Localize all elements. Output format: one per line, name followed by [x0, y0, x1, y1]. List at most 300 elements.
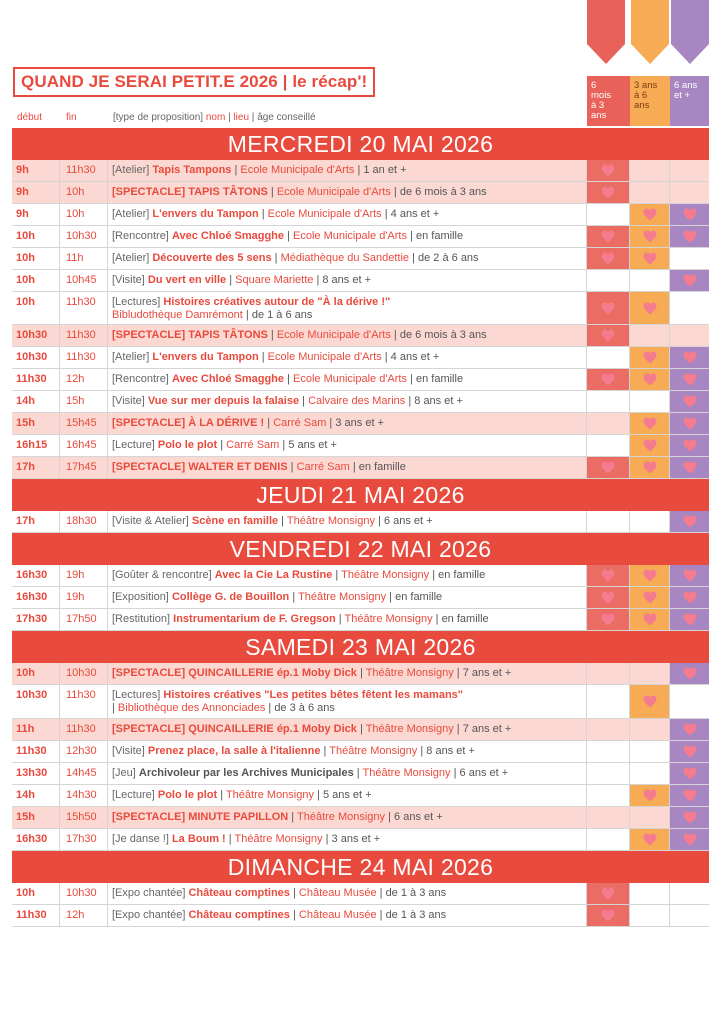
- event-name: Polo le plot: [157, 789, 218, 801]
- event-end: 15h45: [60, 413, 108, 434]
- event-description: [Rencontre] Avec Chloé Smagghe | Ecole Municipale d'Arts | en famille: [108, 369, 587, 390]
- age-cell: [587, 391, 630, 412]
- ribbon-red: [587, 0, 625, 64]
- event-description: [Atelier] Découverte des 5 sens | Médiathèque du Sandettie | de 2 à 6 ans: [108, 248, 587, 269]
- age-cell: [630, 905, 670, 926]
- event-start: 10h: [12, 226, 60, 247]
- heart-icon: [683, 811, 697, 824]
- event-row[interactable]: [12, 511, 709, 533]
- event-description: [Lectures] Histoires créatives "Les petites bêtes fêtent les mamans" | Bibliothèque des Annonciades | de 3 à 6 ans: [108, 685, 587, 718]
- age-cell: [587, 609, 630, 630]
- event-description: [Lecture] Polo le plot | Théâtre Monsigny | 5 ans et +: [108, 785, 587, 806]
- heart-icon: [683, 395, 697, 408]
- age-col-3-6: [630, 76, 670, 126]
- legend-sep-2: |: [249, 112, 258, 123]
- event-end: 17h45: [60, 457, 108, 478]
- event-age: 8 ans et +: [414, 395, 463, 407]
- event-row[interactable]: [12, 347, 709, 369]
- event-name: Vue sur mer depuis la falaise: [147, 395, 300, 407]
- age-cell: [670, 685, 709, 718]
- event-start: 14h: [12, 391, 60, 412]
- event-row[interactable]: [12, 391, 709, 413]
- event-description: [Atelier] L'envers du Tampon | Ecole Municipale d'Arts | 4 ans et +: [108, 347, 587, 368]
- event-age: 6 ans et +: [394, 811, 443, 823]
- header-debut: début: [17, 112, 43, 123]
- age-cell: [587, 413, 630, 434]
- age-cell: [630, 785, 670, 806]
- event-start: 11h: [12, 719, 60, 740]
- event-place: Théâtre Monsigny: [234, 833, 323, 845]
- event-end: 15h: [60, 391, 108, 412]
- event-type: [Atelier]: [112, 252, 150, 264]
- age-col-6plus: [670, 76, 709, 126]
- age-cell: [587, 435, 630, 456]
- event-place: Théâtre Monsigny: [329, 745, 418, 757]
- event-age: 8 ans et +: [322, 274, 371, 286]
- age-cell: [670, 182, 709, 203]
- event-end: 10h: [60, 182, 108, 203]
- event-start: 10h: [12, 270, 60, 291]
- event-age: en famille: [395, 591, 443, 603]
- event-description: [Restitution] Instrumentarium de F. Gregson | Théâtre Monsigny | en famille: [108, 609, 587, 630]
- event-age: en famille: [415, 230, 464, 242]
- age-cell: [630, 457, 670, 478]
- age-cell: [587, 325, 630, 346]
- event-name: Polo le plot: [157, 439, 218, 451]
- event-row[interactable]: [12, 609, 709, 631]
- event-start: 17h: [12, 511, 60, 532]
- age-cell: [630, 511, 670, 532]
- event-type: [Visite & Atelier]: [112, 515, 189, 527]
- event-type: [Expo chantée]: [112, 887, 186, 899]
- event-end: 17h50: [60, 609, 108, 630]
- event-description: [Goûter & rencontre] Avec la Cie La Rustine | Théâtre Monsigny | en famille: [108, 565, 587, 586]
- event-name: Histoires créatives autour de "À la dérive !": [163, 296, 391, 308]
- age-cell: [587, 829, 630, 850]
- event-place: Ecole Municipale d'Arts: [267, 208, 382, 220]
- event-name: À LA DÉRIVE !: [188, 417, 265, 429]
- event-description: [Visite & Atelier] Scène en famille | Théâtre Monsigny | 6 ans et +: [108, 511, 587, 532]
- event-place: Carré Sam: [296, 461, 350, 473]
- event-row[interactable]: [12, 763, 709, 785]
- event-type: [Visite]: [112, 274, 145, 286]
- event-name: Découverte des 5 sens: [152, 252, 272, 264]
- heart-icon: [643, 439, 657, 452]
- heart-icon: [643, 569, 657, 582]
- day-banner: SAMEDI 23 MAI 2026: [12, 631, 709, 663]
- event-type: [Atelier]: [112, 351, 150, 363]
- event-place: Ecole Municipale d'Arts: [293, 230, 407, 242]
- event-type: [Lectures]: [112, 296, 161, 308]
- age-cell: [630, 763, 670, 784]
- event-type: [Rencontre]: [112, 230, 169, 242]
- event-name: Avec la Cie La Rustine: [214, 569, 333, 581]
- event-end: 11h30: [60, 292, 108, 324]
- heart-icon: [643, 373, 657, 386]
- age-cell: [670, 905, 709, 926]
- event-place: Château Musée: [298, 887, 377, 899]
- event-description: [SPECTACLE] MINUTE PAPILLON | Théâtre Monsigny | 6 ans et +: [108, 807, 587, 828]
- event-end: 10h30: [60, 883, 108, 904]
- heart-icon: [683, 515, 697, 528]
- heart-icon: [643, 613, 657, 626]
- event-start: 9h: [12, 182, 60, 203]
- heart-icon: [601, 909, 615, 922]
- heart-icon: [643, 230, 657, 243]
- day-banner: JEUDI 21 MAI 2026: [12, 479, 709, 511]
- age-cell: [630, 807, 670, 828]
- event-place: Théâtre Monsigny: [225, 789, 314, 801]
- heart-icon: [683, 351, 697, 364]
- age-cell: [630, 182, 670, 203]
- event-description: [SPECTACLE] TAPIS TÂTONS | Ecole Municipale d'Arts | de 6 mois à 3 ans: [108, 182, 587, 203]
- event-row[interactable]: [12, 587, 709, 609]
- event-end: 11h30: [60, 347, 108, 368]
- heart-icon: [683, 767, 697, 780]
- age-cell: [670, 587, 709, 608]
- age-cell: [670, 763, 709, 784]
- day-banner: VENDREDI 22 MAI 2026: [12, 533, 709, 565]
- event-type: [SPECTACLE]: [112, 417, 186, 429]
- event-start: 13h30: [12, 763, 60, 784]
- age-cell: [630, 270, 670, 291]
- event-age: 5 ans et +: [288, 439, 337, 451]
- event-start: 14h: [12, 785, 60, 806]
- event-start: 17h30: [12, 609, 60, 630]
- heart-icon: [683, 569, 697, 582]
- heart-icon: [643, 789, 657, 802]
- event-place: Carré Sam: [273, 417, 327, 429]
- event-name: Du vert en ville: [147, 274, 227, 286]
- age-cell: [587, 807, 630, 828]
- age-cell: [630, 160, 670, 181]
- event-description: [Lecture] Polo le plot | Carré Sam | 5 ans et +: [108, 435, 587, 456]
- event-end: 10h30: [60, 663, 108, 684]
- event-row[interactable]: [12, 182, 709, 204]
- event-row[interactable]: [12, 719, 709, 741]
- age-cell: [587, 511, 630, 532]
- heart-icon: [643, 302, 657, 315]
- age-cell: [670, 369, 709, 390]
- event-type: [SPECTACLE]: [112, 811, 186, 823]
- event-description: [Visite] Vue sur mer depuis la falaise | Calvaire des Marins | 8 ans et +: [108, 391, 587, 412]
- event-type: [Visite]: [112, 395, 145, 407]
- event-name: QUINCAILLERIE ép.1 Moby Dick: [188, 723, 357, 735]
- event-end: 11h: [60, 248, 108, 269]
- event-row[interactable]: [12, 226, 709, 248]
- heart-icon: [683, 789, 697, 802]
- event-end: 19h: [60, 565, 108, 586]
- event-row[interactable]: [12, 785, 709, 807]
- legend-type: [type de proposition]: [113, 112, 204, 123]
- event-row[interactable]: [12, 807, 709, 829]
- age-col-6m-3: [587, 76, 630, 126]
- age-col-line: ans: [591, 110, 607, 121]
- heart-icon: [601, 302, 615, 315]
- event-row[interactable]: [12, 663, 709, 685]
- event-age: 1 an et +: [363, 164, 407, 176]
- event-age: 4 ans et +: [390, 208, 440, 220]
- heart-icon: [683, 208, 697, 221]
- event-age: 3 ans et +: [335, 417, 384, 429]
- age-cell: [587, 248, 630, 269]
- event-start: 16h30: [12, 587, 60, 608]
- age-cell: [630, 369, 670, 390]
- age-cell: [587, 719, 630, 740]
- age-cell: [587, 270, 630, 291]
- event-age: en famille: [358, 461, 406, 473]
- event-start: 10h: [12, 663, 60, 684]
- event-place: Théâtre Monsigny: [297, 811, 386, 823]
- event-start: 11h30: [12, 905, 60, 926]
- age-col-line: mois: [591, 90, 612, 101]
- heart-icon: [683, 373, 697, 386]
- heart-icon: [601, 164, 615, 177]
- event-age: de 1 à 3 ans: [385, 887, 447, 899]
- event-start: 17h: [12, 457, 60, 478]
- event-row[interactable]: [12, 160, 709, 182]
- age-cell: [587, 457, 630, 478]
- heart-icon: [683, 667, 697, 680]
- event-row[interactable]: [12, 829, 709, 851]
- event-row[interactable]: [12, 457, 709, 479]
- event-start: 10h: [12, 248, 60, 269]
- event-age: de 2 à 6 ans: [418, 252, 479, 264]
- event-type: [Restitution]: [112, 613, 171, 625]
- age-cell: [630, 685, 670, 718]
- event-place: Médiathèque du Sandettie: [280, 252, 410, 264]
- event-type: [Atelier]: [112, 164, 150, 176]
- event-start: 11h30: [12, 369, 60, 390]
- event-name: Scène en famille: [191, 515, 279, 527]
- age-col-line: à 3: [591, 100, 605, 111]
- age-cell: [630, 248, 670, 269]
- event-place: Théâtre Monsigny: [286, 515, 375, 527]
- age-cell: [670, 413, 709, 434]
- heart-icon: [601, 329, 615, 342]
- event-start: 16h15: [12, 435, 60, 456]
- event-start: 10h30: [12, 325, 60, 346]
- heart-icon: [683, 274, 697, 287]
- heart-icon: [643, 252, 657, 265]
- heart-icon: [683, 745, 697, 758]
- event-age: en famille: [415, 373, 464, 385]
- event-name: Tapis Tampons: [152, 164, 232, 176]
- schedule-table: [12, 128, 709, 927]
- event-end: 19h: [60, 587, 108, 608]
- event-row[interactable]: [12, 292, 709, 325]
- event-end: 17h30: [60, 829, 108, 850]
- event-start: 10h30: [12, 685, 60, 718]
- age-cell: [630, 325, 670, 346]
- event-end: 11h30: [60, 160, 108, 181]
- event-name: Histoires créatives "Les petites bêtes fêtent les mamans": [163, 689, 463, 701]
- age-cell: [670, 785, 709, 806]
- event-description: [Rencontre] Avec Chloé Smagghe | Ecole Municipale d'Arts | en famille: [108, 226, 587, 247]
- age-cell: [630, 226, 670, 247]
- heart-icon: [643, 208, 657, 221]
- legend-nom: nom: [205, 112, 226, 123]
- age-cell: [670, 457, 709, 478]
- age-cell: [670, 807, 709, 828]
- age-cell: [630, 829, 670, 850]
- event-start: 9h: [12, 204, 60, 225]
- age-cell: [630, 565, 670, 586]
- age-cell: [630, 204, 670, 225]
- event-type: [SPECTACLE]: [112, 461, 186, 473]
- event-place: Carré Sam: [226, 439, 280, 451]
- age-cell: [630, 609, 670, 630]
- event-end: 12h: [60, 369, 108, 390]
- event-name: QUINCAILLERIE ép.1 Moby Dick: [188, 667, 357, 679]
- event-name: Avec Chloé Smagghe: [171, 230, 285, 242]
- page-title: [13, 67, 375, 97]
- event-end: 10h30: [60, 226, 108, 247]
- event-name: WALTER ET DENIS: [188, 461, 288, 473]
- event-start: 11h30: [12, 741, 60, 762]
- event-place: Bibliothèque des Annonciades: [117, 702, 266, 714]
- age-col-line: à 6: [634, 90, 648, 101]
- event-description: [Jeu] Archivoleur par les Archives Municipales | Théâtre Monsigny | 6 ans et +: [108, 763, 587, 784]
- heart-icon: [601, 461, 615, 474]
- event-row[interactable]: [12, 883, 709, 905]
- event-type: [SPECTACLE]: [112, 329, 186, 341]
- event-name: Instrumentarium de F. Gregson: [173, 613, 336, 625]
- event-type: [SPECTACLE]: [112, 723, 186, 735]
- event-row[interactable]: [12, 905, 709, 927]
- page-title-text: QUAND JE SERAI PETIT.E 2026 | le récap'!: [21, 72, 368, 91]
- event-description: [Lectures] Histoires créatives autour de "À la dérive !" Bibludothèque Damrémont | de 1 à 6 ans: [108, 292, 587, 324]
- age-cell: [670, 391, 709, 412]
- age-cell: [630, 663, 670, 684]
- age-col-line: 6: [591, 80, 597, 91]
- age-cell: [670, 226, 709, 247]
- event-place: Calvaire des Marins: [308, 395, 406, 407]
- event-place: Ecole Municipale d'Arts: [276, 329, 391, 341]
- event-row[interactable]: [12, 204, 709, 226]
- event-end: 11h30: [60, 685, 108, 718]
- age-cell: [587, 182, 630, 203]
- header-fin: fin: [66, 112, 77, 123]
- event-end: 12h30: [60, 741, 108, 762]
- event-description: [SPECTACLE] TAPIS TÂTONS | Ecole Municipale d'Arts | de 6 mois à 3 ans: [108, 325, 587, 346]
- legend-sep-1: |: [225, 112, 234, 123]
- event-row[interactable]: [12, 565, 709, 587]
- event-place: Square Mariette: [235, 274, 314, 286]
- event-end: 16h45: [60, 435, 108, 456]
- event-type: [Lecture]: [112, 439, 155, 451]
- event-place: Château Musée: [298, 909, 377, 921]
- event-row[interactable]: [12, 369, 709, 391]
- age-cell: [670, 883, 709, 904]
- event-description: [Atelier] L'envers du Tampon | Ecole Municipale d'Arts | 4 ans et +: [108, 204, 587, 225]
- event-name: Collège G. de Bouillon: [171, 591, 290, 603]
- event-description: [SPECTACLE] QUINCAILLERIE ép.1 Moby Dick | Théâtre Monsigny | 7 ans et +: [108, 663, 587, 684]
- age-cell: [670, 270, 709, 291]
- event-row[interactable]: [12, 741, 709, 763]
- age-cell: [587, 292, 630, 324]
- event-place: Ecole Municipale d'Arts: [240, 164, 355, 176]
- event-row[interactable]: [12, 435, 709, 457]
- event-type: [SPECTACLE]: [112, 667, 186, 679]
- age-cell: [670, 248, 709, 269]
- event-age: de 6 mois à 3 ans: [399, 186, 487, 198]
- event-description: [Je danse !] La Boum ! | Théâtre Monsigny | 3 ans et +: [108, 829, 587, 850]
- event-description: [SPECTACLE] WALTER ET DENIS | Carré Sam | en famille: [108, 457, 587, 478]
- event-type: [Je danse !]: [112, 833, 169, 845]
- event-row[interactable]: [12, 413, 709, 435]
- event-description: [Atelier] Tapis Tampons | Ecole Municipale d'Arts | 1 an et +: [108, 160, 587, 181]
- event-place: Théâtre Monsigny: [344, 613, 433, 625]
- age-cell: [670, 719, 709, 740]
- event-end: 11h30: [60, 719, 108, 740]
- age-col-line: 3 ans: [634, 80, 658, 91]
- event-type: [Jeu]: [112, 767, 136, 779]
- event-name: Château comptines: [188, 909, 290, 921]
- age-cell: [670, 565, 709, 586]
- event-name: Prenez place, la salle à l'italienne: [147, 745, 321, 757]
- event-row[interactable]: [12, 325, 709, 347]
- age-cell: [630, 883, 670, 904]
- event-end: 11h30: [60, 325, 108, 346]
- heart-icon: [643, 351, 657, 364]
- age-col-line: 6 ans: [674, 80, 698, 91]
- event-description: [Expo chantée] Château comptines | Château Musée | de 1 à 3 ans: [108, 883, 587, 904]
- event-row[interactable]: [12, 685, 709, 719]
- event-name: La Boum !: [171, 833, 226, 845]
- event-age: 6 ans et +: [459, 767, 509, 779]
- age-cell: [587, 369, 630, 390]
- age-cell: [630, 741, 670, 762]
- event-row[interactable]: [12, 248, 709, 270]
- event-type: [Visite]: [112, 745, 145, 757]
- event-place: Bibludothèque Damrémont: [112, 309, 243, 321]
- event-end: 14h45: [60, 763, 108, 784]
- event-age: 3 ans et +: [331, 833, 381, 845]
- event-end: 10h: [60, 204, 108, 225]
- event-name: L'envers du Tampon: [152, 351, 259, 363]
- age-cell: [587, 347, 630, 368]
- event-start: 16h30: [12, 829, 60, 850]
- event-name: MINUTE PAPILLON: [188, 811, 289, 823]
- heart-icon: [601, 569, 615, 582]
- event-place: Ecole Municipale d'Arts: [267, 351, 382, 363]
- event-age: de 3 à 6 ans: [274, 702, 335, 714]
- heart-icon: [683, 439, 697, 452]
- event-start: 16h30: [12, 565, 60, 586]
- heart-icon: [601, 613, 615, 626]
- event-age: 6 ans et +: [383, 515, 433, 527]
- event-place: Théâtre Monsigny: [341, 569, 430, 581]
- age-cell: [670, 347, 709, 368]
- event-description: [SPECTACLE] À LA DÉRIVE ! | Carré Sam | 3 ans et +: [108, 413, 587, 434]
- age-col-line: et +: [674, 90, 691, 101]
- age-cell: [630, 413, 670, 434]
- heart-icon: [601, 186, 615, 199]
- event-place: Théâtre Monsigny: [362, 767, 451, 779]
- event-type: [Atelier]: [112, 208, 150, 220]
- event-row[interactable]: [12, 270, 709, 292]
- event-name: Château comptines: [188, 887, 290, 899]
- event-age: 5 ans et +: [322, 789, 372, 801]
- event-start: 9h: [12, 160, 60, 181]
- event-age: de 1 à 6 ans: [251, 309, 313, 321]
- age-cell: [670, 741, 709, 762]
- age-cell: [670, 160, 709, 181]
- event-description: [Visite] Prenez place, la salle à l'italienne | Théâtre Monsigny | 8 ans et +: [108, 741, 587, 762]
- event-place: Ecole Municipale d'Arts: [293, 373, 407, 385]
- heart-icon: [601, 230, 615, 243]
